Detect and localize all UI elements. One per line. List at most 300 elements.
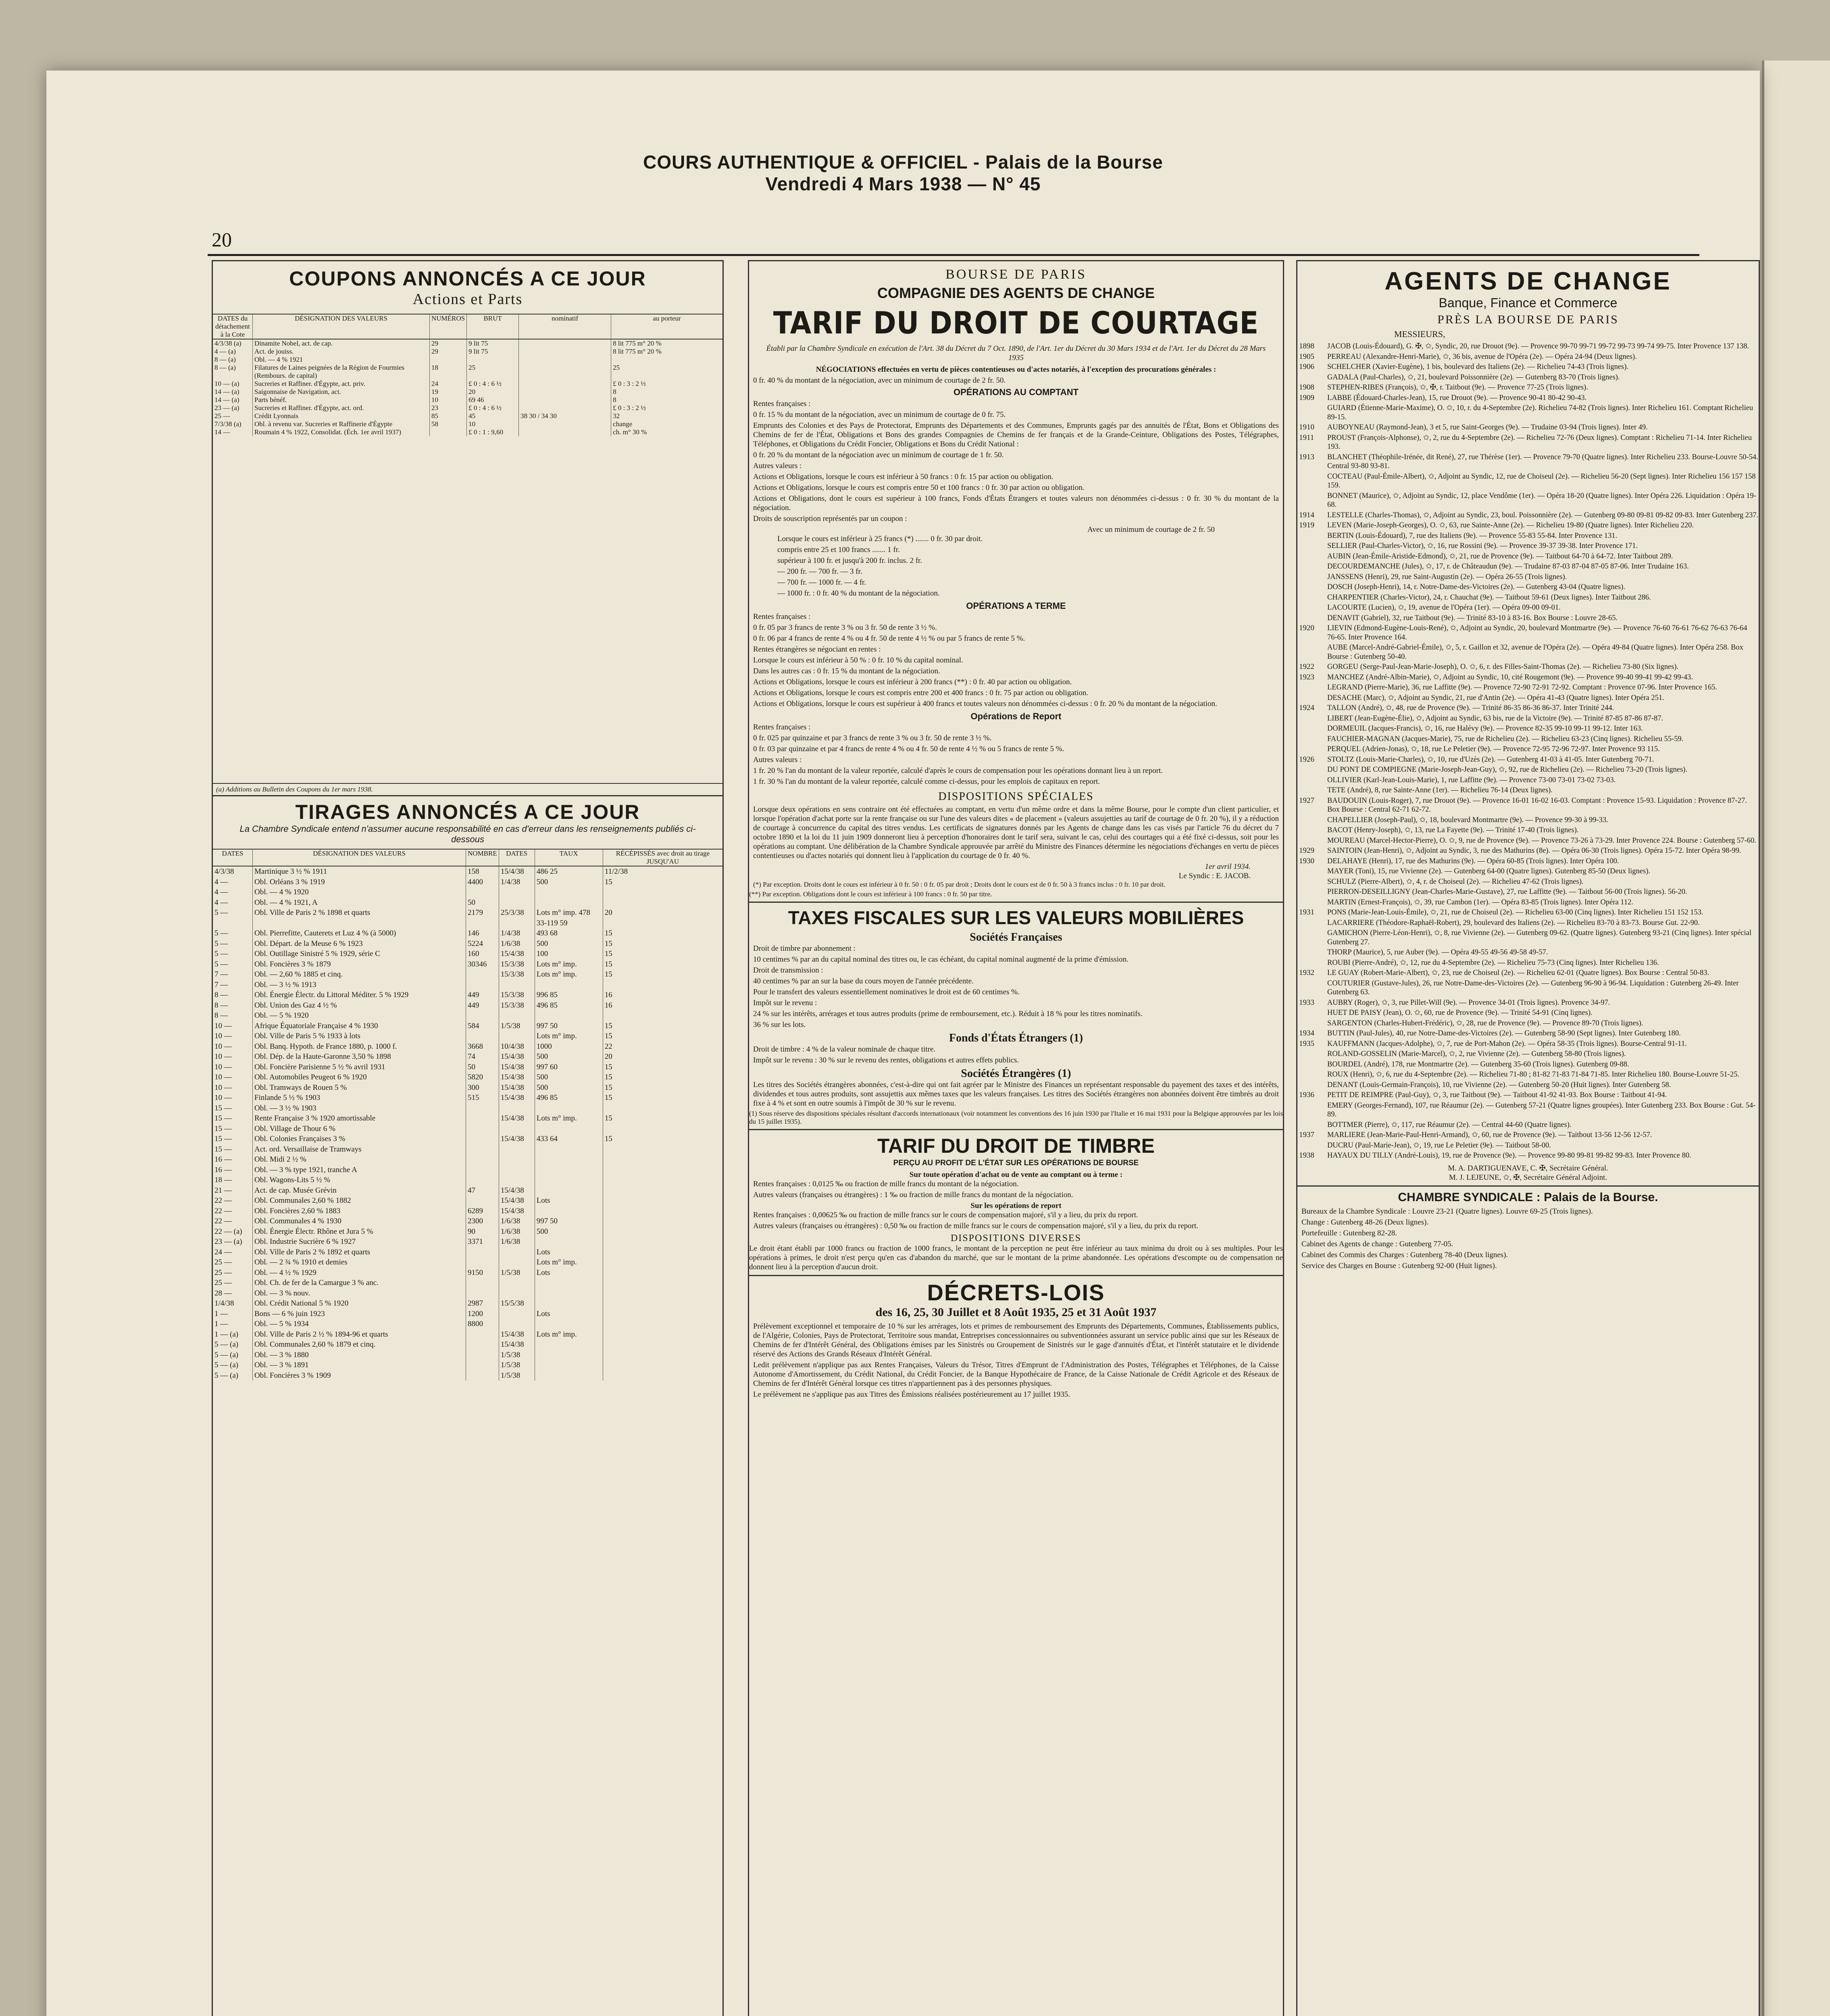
comptant-line: Rentes françaises :: [753, 400, 811, 408]
agent-text: BACOT (Henry-Joseph), ✩, 13, rue La Fayette (9e). — Trinité 17-40 (Trois lignes).: [1327, 826, 1579, 834]
tirage-cell-name: Obl. Communales 2,60 % 1882: [253, 1195, 466, 1206]
tirage-row: [213, 1237, 722, 1247]
tirage-cell-name: Act. ord. Versaillaise de Tramways: [253, 1144, 466, 1155]
tirage-cell-date: 16 —: [214, 1155, 232, 1164]
tirage-cell-date: 23 — (a): [214, 1237, 242, 1246]
agent-entry: [1297, 603, 1759, 612]
coupons-subtitle: Actions et Parts: [412, 291, 523, 308]
fonds-line: Droit de timbre : 4 % de la valeur nominale de chaque titre.: [753, 1045, 936, 1054]
timbre-report-line: Rentes françaises : 0,00625 ‰ ou fraction de mille francs sur le cours de compensation majoré, s'il y a lieu, du prix du report.: [753, 1211, 1138, 1219]
tirage-cell-rec: 15: [603, 1062, 722, 1073]
tirage-cell-d: 25/3/38: [499, 908, 535, 928]
tirage-cell-name: Obl. Ville de Paris 2 % 1892 et quarts: [253, 1247, 466, 1258]
tirage-cell-date: 4 —: [214, 898, 228, 907]
agent-year: [1299, 1060, 1327, 1069]
decrets-text2: Ledit prélèvement n'applique pas aux Rentes Françaises, Valeurs du Trésor, Titres d'Emprunt de l'Administration des Postes, Télégraphes et Téléphones, de la Caisse Autonome d'Amortissement, du Crédit National, du Crédit Foncier, de la Banque Hypothécaire de France, de la Caisse Nationale de Crédit Agricole et des Réseaux de Chemins de fer d'Intérêt Général lorsque ces titres n'appartiennent pas à des personnes physiques.: [753, 1361, 1279, 1388]
agent-year: [1299, 373, 1327, 382]
tirage-cell-d: [499, 1031, 535, 1041]
agent-text: ROUBI (Pierre-André), ✩, 12, rue du 4-Septembre (2e). — Richelieu 75-73 (Cinq lignes). Inter Richelieu 136.: [1327, 958, 1659, 967]
coupon-cell-nom: [519, 380, 611, 388]
coupon-cell-brut: 20: [467, 388, 519, 396]
tirage-cell-d: 1/4/38: [499, 928, 535, 939]
tirage-cell-taux: [535, 1288, 603, 1299]
coupons-title: COUPONS ANNONCÉS A CE JOUR: [289, 267, 646, 290]
tirage-cell-num: 6289: [466, 1206, 499, 1216]
tirage-row: [213, 1309, 722, 1319]
header-rule: [208, 254, 1699, 256]
tirage-cell-date: 5 —: [214, 960, 228, 968]
tirage-cell-name: Obl. Énergie Électr. Rhône et Jura 5 %: [253, 1227, 466, 1237]
agent-year: [1299, 816, 1327, 825]
tirage-cell-rec: 15: [603, 928, 722, 939]
agent-text: PERREAU (Alexandre-Henri-Marie), ✩, 36 bis, avenue de l'Opéra (2e). — Opéra 24-94 (Deux lignes).: [1327, 352, 1637, 361]
agent-text: DENAVIT (Gabriel), 32, rue Taitbout (9e). — Trinité 83-10 à 83-16. Box Bourse : Louvre 28-65.: [1327, 614, 1618, 622]
tirage-cell-name: Obl. — 3 % nouv.: [253, 1288, 466, 1299]
coupons-col-nominatif: nominatif: [519, 314, 611, 339]
tirage-cell-d: [499, 1165, 535, 1175]
agent-year: [1299, 1050, 1327, 1059]
soc-fr-lines: [749, 944, 1283, 1029]
agent-entry: [1297, 857, 1759, 866]
tirage-cell-d: [499, 1144, 535, 1155]
tirage-cell-d: 10/4/38: [499, 1041, 535, 1052]
tirage-row: [213, 1062, 722, 1073]
agent-year: [1299, 541, 1327, 551]
tirage-cell-rec: 11/2/38: [603, 866, 722, 877]
agent-year: [1299, 979, 1327, 997]
tirage-cell-num: [466, 980, 499, 990]
agent-year: [1299, 836, 1327, 846]
tirage-cell-date: 1 — (a): [214, 1330, 239, 1339]
tirage-cell-taux: 500: [535, 939, 603, 949]
tirage-cell-taux: 500: [535, 1227, 603, 1237]
tirage-cell-d: 15/3/38: [499, 990, 535, 1000]
comptant-line: Actions et Obligations, dont le cours est supérieur à 100 francs, Fonds d'États Étrangers et toutes valeurs non dénommées ci-dessus : 0 fr. 30 % du montant de la négociation.: [753, 494, 1279, 512]
agent-entry: [1297, 394, 1759, 403]
tirage-row: [213, 1134, 722, 1144]
tirage-cell-taux: [535, 1298, 603, 1309]
tirage-cell-rec: 15: [603, 1083, 722, 1093]
tirage-row: [213, 1072, 722, 1083]
terme-line: 0 fr. 05 par 3 francs de rente 3 % ou 3 fr. 50 de rente 3 ½ %.: [753, 623, 937, 632]
agent-entry: [1297, 383, 1759, 392]
tirage-cell-date: 4/3/38: [214, 867, 234, 876]
header-title-line2: Vendredi 4 Mars 1938 — N° 45: [765, 173, 1041, 194]
tirages-col-date: DATES: [213, 849, 253, 866]
agent-text: CHARPENTIER (Charles-Victor), 24, r. Chauchat (9e). — Taitbout 59-61 (Deux lignes). Inter Taitbout 286.: [1327, 593, 1651, 602]
timbre-comptant-line: Rentes françaises : 0,0125 ‰ ou fraction de mille francs du montant de la négociation.: [753, 1180, 1019, 1188]
agent-text: MARLIERE (Jean-Marie-Paul-Henri-Armand), ✩, 60, rue de Provence (9e). — Taitbout 13-56 12-56 12-57.: [1327, 1131, 1652, 1139]
column-tarifs: [748, 260, 1284, 2016]
report-line: 0 fr. 03 par quinzaine et par 4 francs de rente 4 % ou 4 fr. 50 de rente 4 ½ % ou 5 francs de rente 5 %.: [753, 745, 1064, 753]
agent-text: STOLTZ (Louis-Marie-Charles), ✩, 10, rue d'Uzès (2e). — Gutenberg 41-03 à 41-05. Inter Gutenberg 70-71.: [1327, 755, 1654, 764]
coupon-cell-port: £ 0 : 3 : 2 ½: [611, 380, 722, 388]
tirage-cell-taux: 997 50: [535, 1021, 603, 1031]
tirage-cell-rec: [603, 1309, 722, 1319]
comptant-line: Droits de souscription représentés par un coupon :: [753, 514, 907, 523]
tirage-cell-num: 9150: [466, 1268, 499, 1278]
chambre-line: Change : Gutenberg 48-26 (Deux lignes).: [1301, 1218, 1429, 1227]
tirage-cell-name: Obl. Union des Gaz 4 ½ %: [253, 1000, 466, 1011]
tirage-cell-num: 50: [466, 898, 499, 908]
agent-year: [1299, 472, 1327, 490]
agent-entry: [1297, 765, 1759, 775]
agent-year: 1910: [1299, 423, 1314, 431]
tirage-cell-date: 1 —: [214, 1309, 228, 1318]
tirage-cell-rec: 15: [603, 1093, 722, 1103]
tirage-cell-name: Obl. Ville de Paris 5 % 1933 à lots: [253, 1031, 466, 1041]
agent-text: DUCRU (Paul-Marie-Jean), ✩, 19, rue Le Peletier (9e). — Taitbout 58-00.: [1327, 1141, 1551, 1150]
tirage-cell-rec: [603, 1268, 722, 1278]
tirage-row: [213, 980, 722, 990]
tirage-cell-name: Obl. Foncières 3 % 1909: [253, 1370, 466, 1381]
chambre-line: Bureaux de la Chambre Syndicale : Louvre 23-21 (Quatre lignes). Louvre 69-25 (Trois lignes).: [1301, 1207, 1593, 1216]
tarif-negociations-rate: 0 fr. 40 % du montant de la négociation, avec un minimum de courtage de 2 fr. 50.: [753, 376, 1006, 385]
tirage-cell-rec: 15: [603, 939, 722, 949]
agent-entry: [1297, 531, 1759, 541]
tirage-cell-num: [466, 1195, 499, 1206]
tirage-row: [213, 1227, 722, 1237]
tirage-cell-rec: 16: [603, 1000, 722, 1011]
tirage-cell-taux: Lots m° imp.: [535, 1113, 603, 1124]
coupon-cell-name: Parts bénéf.: [253, 396, 430, 404]
agent-text: TETE (André), 8, rue Sainte-Anne (1er). — Richelieu 76-14 (Deux lignes).: [1327, 786, 1553, 794]
coupon-cell-date: [213, 372, 253, 380]
fonds-line: Impôt sur le revenu : 30 % sur le revenu des rentes, obligations et autres effets publics.: [753, 1056, 1019, 1064]
tirage-cell-taux: 496 85: [535, 1093, 603, 1103]
agent-entry: [1297, 908, 1759, 917]
coupon-cell-nom: [519, 364, 611, 372]
agent-text: MOUREAU (Marcel-Hector-Pierre), O. ✩, 9, rue de Provence (9e). — Provence 73-26 à 73-29. Inter Provence 224. Bourse : Gutenberg 57-60.: [1327, 836, 1756, 845]
tirage-cell-d: 15/5/38: [499, 1298, 535, 1309]
tirage-cell-num: [466, 1144, 499, 1155]
soc-fr-title: Sociétés Françaises: [970, 931, 1062, 943]
coupon-cell-port: 25: [611, 364, 722, 372]
tirage-cell-rec: [603, 1360, 722, 1370]
agent-entry: [1297, 1101, 1759, 1119]
coupon-cell-num: 29: [430, 339, 467, 348]
coupon-cell-name: Roumain 4 % 1922, Consolidat. (Éch. 1er avril 1937): [253, 428, 430, 436]
tirage-cell-d: 1/4/38: [499, 877, 535, 887]
tirage-cell-rec: [603, 1370, 722, 1381]
tirage-cell-num: 30346: [466, 959, 499, 970]
tirage-cell-date: 10 —: [214, 1021, 232, 1030]
soc-fr-line: Droit de timbre par abonnement :: [753, 944, 856, 953]
agent-year: 1905: [1299, 352, 1314, 361]
coupon-row: [213, 388, 722, 396]
tirage-cell-name: Obl. — 2 ¾ % 1910 et demies: [253, 1257, 466, 1268]
soc-fr-line: 36 % sur les lots.: [753, 1020, 806, 1029]
agent-year: [1299, 1081, 1327, 1090]
tirage-cell-date: 4 —: [214, 888, 228, 896]
tirage-row: [213, 1319, 722, 1329]
tirage-cell-taux: [535, 898, 603, 908]
coupon-cell-num: 19: [430, 388, 467, 396]
report-line: 1 fr. 20 % l'an du montant de la valeur reportée, calculé d'après le cours de compensation pour les opérations donnant lieu à un report.: [753, 766, 1163, 775]
terme-title: OPÉRATIONS A TERME: [966, 601, 1066, 611]
tirage-cell-date: 5 — (a): [214, 1350, 239, 1359]
terme-line: Rentes étrangères se négociant en rentes :: [753, 645, 881, 654]
tirage-cell-d: 15/4/38: [499, 1083, 535, 1093]
coupon-cell-num: 10: [430, 396, 467, 404]
tirage-cell-num: [466, 1257, 499, 1268]
tirage-cell-date: 15 —: [214, 1124, 232, 1133]
agent-text: AUBE (Marcel-André-Gabriel-Émile), ✩, 5, r. Gaillon et 32, avenue de l'Opéra (2e). — Opéra 49-84 (Quatre lignes). Inter Opéra 258. Box Bourse : Gutenberg 50-40.: [1327, 644, 1743, 661]
tirage-cell-taux: [535, 1278, 603, 1288]
tirage-cell-num: 5224: [466, 939, 499, 949]
tirage-cell-name: Obl. Départ. de la Meuse 6 % 1923: [253, 939, 466, 949]
agent-entry: [1297, 362, 1759, 372]
tirage-cell-num: 90: [466, 1227, 499, 1237]
tirage-cell-taux: Lots: [535, 1195, 603, 1206]
agent-text: DECOURDEMANCHE (Jules), ✩, 17, r. de Châteaudun (9e). — Trudaine 87-03 87-04 87-05 87-06. Inter Trudaine 163.: [1327, 562, 1689, 571]
coupon-cell-date: 10 — (a): [214, 380, 239, 387]
tirage-row: [213, 1360, 722, 1370]
tirage-row: [213, 1000, 722, 1011]
tirages-col-taux: TAUX: [535, 849, 603, 866]
tirage-row: [213, 928, 722, 939]
coupon-cell-num: 23: [430, 404, 467, 412]
coupon-cell-brut: 9 lit 75: [467, 348, 519, 356]
tirage-row: [213, 1247, 722, 1258]
column-coupons-tirages: [212, 260, 724, 2016]
coupon-cell-brut: £ 0 : 1 : 9,60: [467, 428, 519, 436]
tirage-cell-date: 10 —: [214, 1093, 232, 1102]
tirage-cell-taux: 500: [535, 1052, 603, 1062]
tirage-cell-rec: [603, 1237, 722, 1247]
chambre-line: Cabinet des Commis des Charges : Gutenberg 78-40 (Deux lignes).: [1301, 1250, 1508, 1259]
tirage-cell-date: 5 —: [214, 908, 228, 917]
coupon-cell-num: 58: [430, 420, 467, 428]
agent-year: [1299, 583, 1327, 592]
coupon-cell-port: £ 0 : 3 : 2 ½: [611, 404, 722, 412]
soc-fr-line: Impôt sur le revenu :: [753, 999, 817, 1007]
agents-subtitle2: PRÈS LA BOURSE DE PARIS: [1437, 313, 1619, 326]
tirage-cell-num: 8800: [466, 1319, 499, 1329]
soc-fr-line: 24 % sur les intérêts, arrérages et tous autres produits (prime de remboursement, etc.). Réduit à 18 % pour les titres nominatifs.: [753, 1010, 1143, 1018]
tirage-cell-taux: 100: [535, 949, 603, 959]
agent-year: [1299, 867, 1327, 876]
tirage-cell-rec: [603, 1185, 722, 1196]
tirage-row: [213, 1216, 722, 1227]
tirage-cell-taux: Lots m° imp.: [535, 1329, 603, 1340]
coupon-row: [213, 404, 722, 412]
coupon-cell-date: 23 — (a): [214, 404, 239, 412]
agent-entry: [1297, 745, 1759, 754]
tirage-cell-rec: [603, 1124, 722, 1134]
tirage-row: [213, 1257, 722, 1268]
agent-entry: [1297, 958, 1759, 968]
tirage-cell-date: 15 —: [214, 1145, 232, 1154]
tirage-row: [213, 866, 722, 877]
tirage-cell-num: [466, 1247, 499, 1258]
coupon-cell-name: Sucreries et Raffiner. d'Égypte, act. ord.: [253, 404, 430, 412]
coupon-cell-date: 14 — (a): [214, 396, 239, 404]
agent-year: 1929: [1299, 846, 1314, 855]
decrets-title: DÉCRETS-LOIS: [927, 1280, 1105, 1305]
agent-entry: [1297, 1081, 1759, 1090]
agent-entry: [1297, 998, 1759, 1008]
coupon-cell-date: 4 — (a): [214, 348, 236, 355]
agent-year: 1898: [1299, 342, 1314, 350]
agent-text: TALLON (André), ✩, 48, rue de Provence (9e). — Trinité 86-35 86-36 86-37. Inter Trinité 244.: [1327, 704, 1614, 712]
tirage-cell-d: [499, 980, 535, 990]
coupon-cell-name: Obl. — 4 % 1921: [253, 356, 430, 364]
tirage-cell-rec: [603, 1278, 722, 1288]
tirage-cell-taux: [535, 1339, 603, 1350]
agent-year: [1299, 683, 1327, 692]
tirage-cell-taux: [535, 1360, 603, 1370]
coupon-cell-num: 85: [430, 412, 467, 420]
tirage-cell-date: 1 —: [214, 1320, 228, 1328]
tirage-cell-taux: [535, 1010, 603, 1021]
tirage-cell-name: Obl. — 4 % 1921, A: [253, 898, 466, 908]
agent-year: [1299, 1008, 1327, 1018]
agent-entry: [1297, 521, 1759, 530]
agent-entry: [1297, 918, 1759, 928]
agent-text: AUBOYNEAU (Raymond-Jean), 3 et 5, rue Saint-Georges (9e). — Trudaine 03-94 (Trois lignes). Inter 49.: [1327, 423, 1648, 431]
tirages-col-num: NOMBRE: [466, 849, 499, 866]
tirage-cell-d: [499, 1278, 535, 1288]
agent-text: SCHELCHER (Xavier-Eugène), 1 bis, boulevard des Italiens (2e). — Richelieu 74-43 (Trois lignes).: [1327, 363, 1629, 371]
tirage-cell-num: [466, 1175, 499, 1185]
tirage-cell-date: 7 —: [214, 970, 228, 979]
tirage-cell-date: 10 —: [214, 1073, 232, 1081]
terme-line: Dans les autres cas : 0 fr. 15 % du montant de la négociation.: [753, 667, 940, 675]
tirage-cell-taux: [535, 1350, 603, 1360]
coupon-cell-brut: 9 lit 75: [467, 339, 519, 348]
tirage-cell-date: 10 —: [214, 1062, 232, 1071]
agent-entry: [1297, 1151, 1759, 1160]
agent-entry: [1297, 643, 1759, 661]
agent-entry: [1297, 694, 1759, 703]
agent-entry: [1297, 816, 1759, 825]
agent-entry: [1297, 472, 1759, 490]
tirage-cell-name: Obl. Ville de Paris 2 ½ % 1894-96 et quarts: [253, 1329, 466, 1340]
souscription-row: — 700 fr. — 1000 fr. — 4 fr.: [777, 578, 866, 587]
tirage-cell-num: [466, 1134, 499, 1144]
report-line: Autres valeurs :: [753, 756, 802, 764]
timbre-subtitle: PERÇU AU PROFIT DE L'ÉTAT SUR LES OPÉRATIONS DE BOURSE: [893, 1159, 1139, 1167]
tirage-cell-rec: [603, 1247, 722, 1258]
agent-entry: [1297, 776, 1759, 785]
tirage-cell-taux: [535, 980, 603, 990]
coupon-cell-nom: [519, 372, 611, 380]
tirage-cell-rec: [603, 980, 722, 990]
agent-text: MARTIN (Ernest-François), ✩, 39, rue Cambon (1er). — Opéra 83-85 (Trois lignes). Inter Opéra 112.: [1327, 898, 1634, 906]
coupon-cell-nom: [519, 420, 611, 428]
tirage-cell-rec: [603, 1195, 722, 1206]
chambre-line: Portefeuille : Gutenberg 82-28.: [1301, 1229, 1397, 1237]
tirage-cell-d: 15/4/38: [499, 1206, 535, 1216]
agent-entry: [1297, 593, 1759, 602]
tirage-cell-rec: [603, 1339, 722, 1350]
agent-year: [1299, 958, 1327, 968]
agent-text: MANCHEZ (André-Albin-Marie), ✩, Adjoint au Syndic, 10, cité Rougemont (9e). — Provence 99-40 99-41 99-42 99-43.: [1327, 673, 1693, 681]
agent-text: LIBERT (Jean-Eugène-Élie), ✩, Adjoint au Syndic, 63 bis, rue de la Victoire (9e). — Trinité 87-85 87-86 87-87.: [1327, 714, 1663, 723]
agent-entry: [1297, 735, 1759, 744]
column-agents: [1296, 260, 1760, 2016]
tirage-cell-date: 15 —: [214, 1114, 232, 1123]
agent-year: [1299, 562, 1327, 571]
agent-text: LABBE (Édouard-Charles-Jean), 15, rue Drouot (9e). — Provence 90-41 80-42 90-43.: [1327, 394, 1587, 402]
tirage-cell-rec: [603, 1165, 722, 1175]
tirage-cell-date: 24 —: [214, 1248, 232, 1256]
tirage-cell-rec: 15: [603, 1134, 722, 1144]
agent-year: 1908: [1299, 383, 1314, 392]
tirage-row: [213, 1185, 722, 1196]
tirage-cell-taux: [535, 1165, 603, 1175]
tirage-row: [213, 1010, 722, 1021]
agent-entry: [1297, 352, 1759, 362]
agent-entry: [1297, 1050, 1759, 1059]
agent-year: 1909: [1299, 393, 1314, 402]
agent-entry: [1297, 948, 1759, 957]
tirage-row: [213, 949, 722, 959]
agent-text: LEVEN (Marie-Joseph-Georges), O. ✩, 63, rue Sainte-Anne (2e). — Richelieu 19-80 (Quatre lignes). Inter Richelieu 220.: [1327, 521, 1694, 529]
comptant-lines: [749, 399, 1283, 523]
agent-year: 1936: [1299, 1091, 1314, 1099]
tirage-cell-d: [499, 1319, 535, 1329]
agent-text: LIEVIN (Edmond-Eugène-Louis-René), ✩, Adjoint au Syndic, 20, boulevard Montmartre (9e). — Provence 76-60 76-61 76-62 76-63 76-64 76-65. Inter Provence 164.: [1327, 624, 1747, 641]
agent-text: GADALA (Paul-Charles), ✩, 21, boulevard Poissonnière (2e). — Gutenberg 83-70 (Trois lignes).: [1327, 373, 1620, 381]
agent-text: GORGEU (Serge-Paul-Jean-Marie-Joseph), O. ✩, 6, r. des Filles-Saint-Thomas (2e). — Richelieu 73-80 (Six lignes).: [1327, 663, 1679, 671]
comptant-line: Emprunts des Colonies et des Pays de Protectorat, Emprunts des Départements et des Communes, Emprunts gagés par des annuités de l'État, Bons et Obligations des Chemins de fer de l'État, Obligations et Bons des grandes Compagnies de Chemins de fer français et de la Grande-Ceinture, Obligations des Postes, Télégraphes, Téléphones, et Obligations du Crédit Foncier, Obligations et Bons du Crédit National :: [753, 421, 1279, 448]
tirage-row: [213, 1370, 722, 1381]
tirage-cell-name: Obl. Foncière Parisienne 5 ½ % avril 1931: [253, 1062, 466, 1073]
tirage-cell-taux: 1000: [535, 1041, 603, 1052]
agent-text: BUTTIN (Paul-Jules), 40, rue Notre-Dame-des-Victoires (2e). — Gutenberg 58-90 (Sept lignes). Inter Gutenberg 180.: [1327, 1029, 1681, 1037]
chambre-title: CHAMBRE SYNDICALE : Palais de la Bourse.: [1398, 1190, 1658, 1204]
chambre-lines: [1297, 1207, 1759, 1270]
agent-year: 1930: [1299, 856, 1314, 865]
tirage-row: [213, 887, 722, 898]
coupon-cell-date: 14 — (a): [214, 388, 239, 396]
agent-entry: [1297, 453, 1759, 471]
terme-line: 0 fr. 06 par 4 francs de rente 4 % ou 4 fr. 50 de rente 4 ½ % ou par 5 francs de rente 5 %.: [753, 634, 1025, 643]
tirage-cell-date: 22 —: [214, 1217, 232, 1225]
tirage-cell-taux: Lots m° imp. 478 33-119 59: [535, 908, 603, 928]
tirage-cell-name: Obl. — 2,60 % 1885 et cinq.: [253, 969, 466, 980]
tirage-cell-num: 584: [466, 1021, 499, 1031]
souscription-row: Lorsque le cours est inférieur à 25 francs (*) ....... 0 fr. 30 par droit.: [777, 535, 983, 543]
report-line: Rentes françaises :: [753, 723, 811, 731]
souscription-row: — 200 fr. — 700 fr. — 3 fr.: [777, 567, 862, 576]
tirage-cell-name: Obl. Orléans 3 % 1919: [253, 877, 466, 887]
running-header: [46, 151, 1760, 195]
tirage-cell-d: 15/3/38: [499, 959, 535, 970]
agent-year: 1906: [1299, 362, 1314, 371]
tirage-cell-d: 15/3/38: [499, 1000, 535, 1011]
agent-text: DORMEUIL (Jacques-Francis), ✩, 16, rue Halévy (9e). — Provence 82-35 99-10 99-11 99-12. Inter 163.: [1327, 725, 1643, 733]
tirage-cell-name: Obl. Automobiles Peugeot 6 % 1920: [253, 1072, 466, 1083]
agent-entry: [1297, 724, 1759, 733]
coupon-cell-port: 8: [611, 388, 722, 396]
agent-text: ROLAND-GOSSELIN (Marie-Marcel), ✩, 2, rue Vivienne (2e). — Gutenberg 58-80 (Trois lignes).: [1327, 1050, 1626, 1058]
tirage-cell-num: [466, 1031, 499, 1041]
agent-text: BONNET (Maurice), ✩, Adjoint au Syndic, 12, place Vendôme (1er). — Opéra 18-20 (Quatre lignes). Inter Opéra 226. Liquidation : Opéra 19-68.: [1327, 492, 1756, 509]
coupon-cell-num: [430, 356, 467, 364]
tirage-cell-num: 1200: [466, 1309, 499, 1319]
tirage-cell-name: Rente Française 3 % 1920 amortissable: [253, 1113, 466, 1124]
tirage-row: [213, 1206, 722, 1216]
agent-entry: [1297, 423, 1759, 432]
tirage-cell-rec: [603, 1010, 722, 1021]
coupon-cell-date: 4/3/38 (a): [214, 339, 242, 347]
tirage-cell-name: Obl. Outillage Sinistré 5 % 1929, série C: [253, 949, 466, 959]
terme-line: Rentes françaises :: [753, 612, 811, 621]
agent-entry: [1297, 562, 1759, 571]
